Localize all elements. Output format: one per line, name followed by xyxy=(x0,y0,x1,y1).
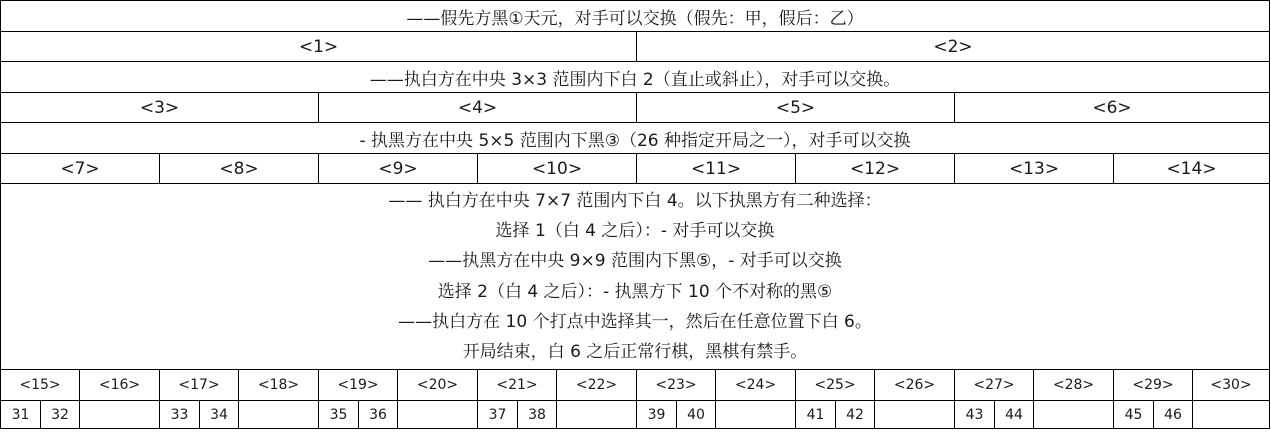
diagram-label-row-1 xyxy=(1,32,1270,62)
diagram-label: <18> xyxy=(239,370,319,401)
number-cell: 37 xyxy=(478,401,518,429)
empty-cell xyxy=(239,401,319,429)
diagram-label: <15> xyxy=(1,370,80,401)
number-cell: 42 xyxy=(836,401,875,429)
diagram-label: <21> xyxy=(478,370,557,401)
number-cell: 35 xyxy=(319,401,359,429)
diagram-label-row-4 xyxy=(1,370,1270,401)
rule-text: - 执黑方在中央 5×5 范围内下黑③（26 种指定开局之一），对手可以交换 xyxy=(1,123,1270,154)
diagram-label-row-2 xyxy=(1,93,1270,123)
diagram-label: <8> xyxy=(160,154,319,184)
number-cell: 43 xyxy=(955,401,995,429)
diagram-label: <17> xyxy=(160,370,239,401)
rule-line: ——执黑方在中央 9×9 范围内下黑⑤，- 对手可以交换 xyxy=(428,251,842,272)
diagram-label: <25> xyxy=(796,370,875,401)
empty-cell xyxy=(80,401,160,429)
empty-cell xyxy=(716,401,796,429)
diagram-label-row-3 xyxy=(1,154,1270,184)
diagram-label: <13> xyxy=(955,154,1114,184)
diagram-label: <19> xyxy=(319,370,398,401)
diagram-label: <16> xyxy=(80,370,160,401)
rule-line: ——执白方在 10 个打点中选择其一，然后在任意位置下白 6。 xyxy=(398,311,872,332)
diagram-label: <5> xyxy=(637,93,955,123)
rule-text: ——假先方黑①天元，对手可以交换（假先：甲，假后：乙） xyxy=(1,1,1270,32)
number-cell: 40 xyxy=(677,401,716,429)
rule-line: 选择 2（白 4 之后）：- 执黑方下 10 个不对称的黑⑤ xyxy=(437,281,833,302)
empty-cell xyxy=(398,401,478,429)
number-cell: 44 xyxy=(995,401,1034,429)
number-cell: 36 xyxy=(359,401,398,429)
empty-cell xyxy=(1034,401,1114,429)
diagram-label: <10> xyxy=(478,154,637,184)
diagram-label: <23> xyxy=(637,370,716,401)
number-cell: 34 xyxy=(200,401,239,429)
number-cell: 39 xyxy=(637,401,677,429)
number-cell: 31 xyxy=(1,401,41,429)
diagram-label: <4> xyxy=(319,93,637,123)
number-cell: 45 xyxy=(1114,401,1154,429)
rule-row-4 xyxy=(1,184,1270,370)
number-cell: 32 xyxy=(41,401,80,429)
diagram-label: <1> xyxy=(1,32,637,62)
empty-cell xyxy=(875,401,955,429)
diagram-label: <9> xyxy=(319,154,478,184)
diagram-label: <26> xyxy=(875,370,955,401)
diagram-label: <14> xyxy=(1114,154,1270,184)
rule-row-3 xyxy=(1,123,1270,154)
diagram-label: <22> xyxy=(557,370,637,401)
number-cell: 38 xyxy=(518,401,557,429)
diagram-label: <29> xyxy=(1114,370,1193,401)
number-cell: 33 xyxy=(160,401,200,429)
number-row xyxy=(1,401,1270,429)
rule-text: ——执白方在中央 3×3 范围内下白 2（直止或斜止），对手可以交换。 xyxy=(1,62,1270,93)
diagram-label: <3> xyxy=(1,93,319,123)
empty-cell xyxy=(557,401,637,429)
diagram-label: <24> xyxy=(716,370,796,401)
diagram-label: <30> xyxy=(1193,370,1270,401)
diagram-label: <11> xyxy=(637,154,796,184)
empty-cell xyxy=(1193,401,1270,429)
diagram-label: <2> xyxy=(637,32,1270,62)
diagram-label: <20> xyxy=(398,370,478,401)
rule-line: —— 执白方在中央 7×7 范围内下白 4。以下执黑方有二种选择： xyxy=(388,190,882,211)
number-cell: 46 xyxy=(1154,401,1193,429)
rule-line: 选择 1（白 4 之后）：- 对手可以交换 xyxy=(495,221,775,242)
diagram-label: <7> xyxy=(1,154,160,184)
rule-row-1 xyxy=(1,1,1270,32)
diagram-label: <6> xyxy=(955,93,1270,123)
rule-row-2 xyxy=(1,62,1270,93)
diagram-label: <12> xyxy=(796,154,955,184)
number-cell: 41 xyxy=(796,401,836,429)
rule-line: 开局结束，白 6 之后正常行棋，黑棋有禁手。 xyxy=(462,341,808,362)
rule-block xyxy=(1,184,1270,370)
diagram-label: <28> xyxy=(1034,370,1114,401)
diagram-label: <27> xyxy=(955,370,1034,401)
